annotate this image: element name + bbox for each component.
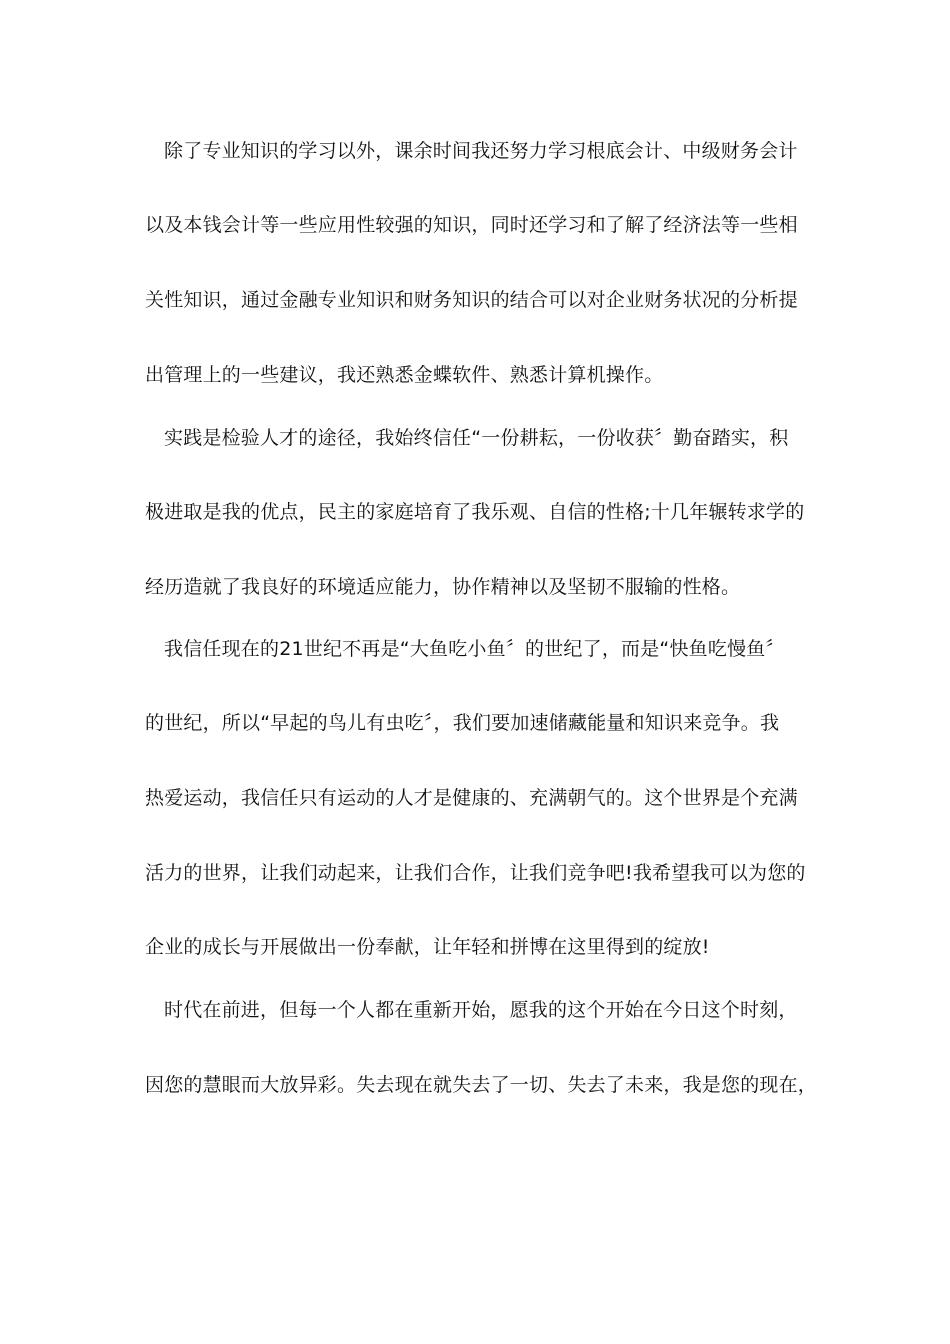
paragraph-1-line-3: 关性知识，通过金融专业知识和财务知识的结合可以对企业财务状况的分析提	[145, 289, 798, 311]
paragraph-4-line-2: 因您的慧眼而大放异彩。失去现在就失去了一切、失去了未来，我是您的现在，	[145, 1074, 818, 1096]
paragraph-3-line-5: 企业的成长与开展做出一份奉献，让年轻和拼博在这里得到的绽放!	[145, 936, 710, 958]
paragraph-1-line-2: 以及本钱会计等一些应用性较强的知识，同时还学习和了解了经济法等一些相	[145, 214, 798, 236]
paragraph-4-line-1: 时代在前进，但每一个人都在重新开始，愿我的这个开始在今日这个时刻，	[164, 999, 798, 1021]
paragraph-2-line-3: 经历造就了我良好的环境适应能力，协作精神以及坚韧不服输的性格。	[145, 576, 741, 598]
paragraph-1-line-1: 除了专业知识的学习以外，课余时间我还努力学习根底会计、中级财务会计	[164, 140, 798, 162]
paragraph-2-line-2: 极进取是我的优点，民主的家庭培育了我乐观、自信的性格;十几年辗转求学的	[145, 501, 805, 523]
paragraph-3-line-1: 我信任现在的21世纪不再是“大鱼吃小鱼〞的世纪了，而是“快鱼吃慢鱼〞	[164, 638, 785, 660]
paragraph-1-line-4: 出管理上的一些建议，我还熟悉金蝶软件、熟悉计算机操作。	[145, 364, 664, 386]
paragraph-2-line-1: 实践是检验人才的途径，我始终信任“一份耕耘，一份收获〞勤奋踏实，积	[164, 427, 789, 449]
paragraph-3-line-3: 热爱运动，我信任只有运动的人才是健康的、充满朝气的。这个世界是个充满	[145, 787, 798, 809]
paragraph-3-line-4: 活力的世界，让我们动起来，让我们合作，让我们竞争吧!我希望我可以为您的	[145, 862, 806, 884]
paragraph-3-line-2: 的世纪，所以“早起的鸟儿有虫吃〞，我们要加速储藏能量和知识来竞争。我	[145, 712, 780, 734]
